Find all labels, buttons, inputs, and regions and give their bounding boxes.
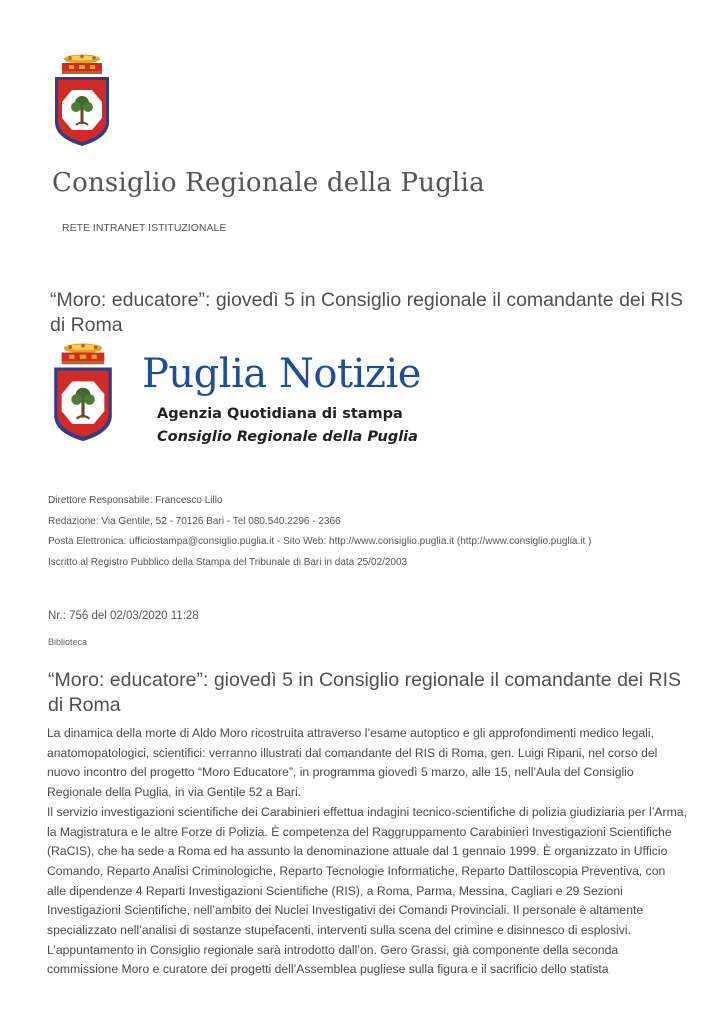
masthead-tagline: Agenzia Quotidiana di stampa xyxy=(157,406,403,422)
body-paragraph: La dinamica della morte di Aldo Moro ricostruita attraverso l’esame autoptico e gli approfondimenti medico legali, anatomopatologici, scientifici: verranno illustrati dal comandante del RIS di Roma, gen. Luigi Ripani, nel corso del nuovo incontro del progetto “Moro Educatore”, in programma giovedì 5 marzo, alle 15, nell’Aula del Consiglio Regionale della Puglia, in via Gentile 52 a Bari. xyxy=(47,726,658,800)
masthead-crest-icon xyxy=(51,339,115,445)
article-body xyxy=(47,724,687,980)
info-line-contacts: Posta Elettronica: ufficiostampa@consiglio.puglia.it - Sito Web: http://www.consiglio.puglia.it (http://www.consiglio.puglia.it ) xyxy=(48,536,592,547)
info-line-registry: Iscritto al Registro Pubblico della Stampa del Tribunale di Bari in data 25/02/2003 xyxy=(48,556,408,568)
body-paragraph: Il servizio investigazioni scientifiche dei Carabinieri effettua indagini tecnico-scientifiche di polizia giudiziaria per l’Arma, la Magistratura e le altre Forze di Polizia. È competenza del Raggruppamento Carabinieri Investigazioni Scientifiche (RaCIS), che ha sede a Roma ed ha assunto la denominazione attuale dal 1 gennaio 1999. È organizzato in Ufficio Comando, Reparto Analisi Criminologiche, Reparto Tecnologie Informatiche, Reparto Dattiloscopia Preventiva, con alle dipendenze 4 Reparti Investigazioni Scientifiche (RIS), a Roma, Parma, Messina, Cagliari e 29 Sezioni Investigazioni Scientifiche, nell’ambito dei Nuclei Investigativi dei Comandi Provinciali. Il personale è altamente specializzato nell’analisi di sostanze stupefacenti, interventi sulla scena del crimine e disinnesco di esplosivi. xyxy=(47,804,687,938)
article-category: Biblioteca xyxy=(48,637,88,647)
info-line-editorial: Redazione: Via Gentile, 52 - 70126 Bari - Tel 080.540.2296 - 2366 xyxy=(48,515,341,527)
article-number-date: Nr.: 756 del 02/03/2020 11:28 xyxy=(48,610,199,622)
masthead-publisher: Consiglio Regionale della Puglia xyxy=(157,429,418,445)
article-title: “Moro: educatore”: giovedì 5 in Consiglio regionale il comandante dei RIS di Roma xyxy=(48,669,682,716)
body-paragraph: L’appuntamento in Consiglio regionale sarà introdotto dall’on. Gero Grassi, già componente della seconda commissione Moro e curatore dei progetti dell’Assemblea pugliese sulla figura e il sacrificio dello statista xyxy=(47,942,619,977)
page-headline: “Moro: educatore”: giovedì 5 in Consiglio regionale il comandante dei RIS di Roma xyxy=(50,289,684,336)
region-crest-icon xyxy=(52,52,112,148)
info-line-director: Direttore Responsabile: Francesco Lillo xyxy=(48,495,223,506)
publication-info xyxy=(48,494,688,576)
intranet-subtitle: RETE INTRANET ISTITUZIONALE xyxy=(62,222,227,234)
masthead-name: Puglia Notizie xyxy=(142,351,421,397)
org-title: Consiglio Regionale della Puglia xyxy=(52,168,485,198)
